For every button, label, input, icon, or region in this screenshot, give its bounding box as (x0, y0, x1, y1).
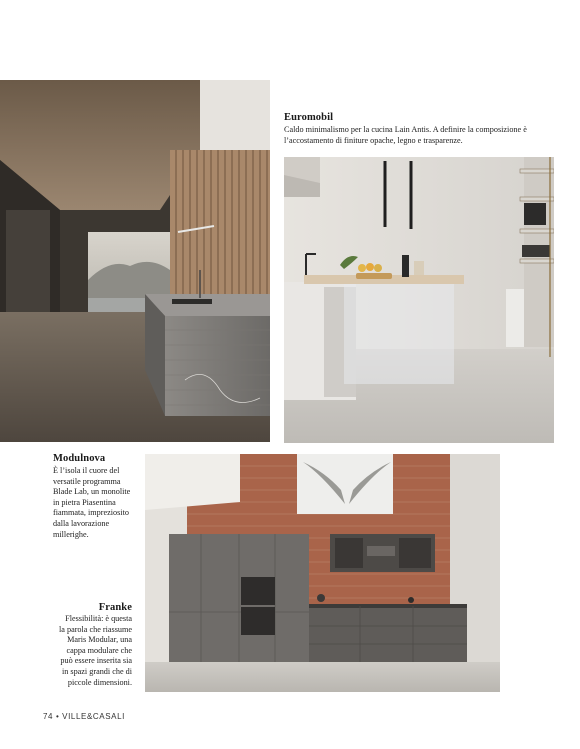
modulnova-caption-line: È l’isola il cuore del (53, 466, 120, 475)
photo-modulnova-kitchen (0, 80, 270, 442)
page-number: 74 (43, 712, 54, 721)
photo-euromobil-kitchen (284, 157, 554, 443)
modulnova-caption-line: versatile programma (53, 476, 121, 486)
franke-caption-line: può essere inserita sia (60, 656, 132, 666)
modulnova-caption (53, 466, 145, 540)
footer-separator: • (55, 712, 60, 721)
franke-caption-line: in spazi grandi che di (61, 666, 132, 676)
modulnova-brand: Modulnova (53, 453, 106, 464)
franke-brand: Franke (98, 602, 132, 613)
franke-caption (36, 614, 132, 688)
euromobil-brand: Euromobil (284, 112, 334, 123)
modulnova-caption-line: dalla lavorazione (53, 518, 110, 528)
franke-caption-line: la parola che riassume (59, 624, 132, 634)
photo-franke-kitchen (145, 454, 500, 692)
franke-caption-line: Flessibilità: è questa (65, 614, 132, 623)
modulnova-caption-line: millerighe. (53, 529, 89, 539)
franke-caption-line: piccole dimensioni. (67, 677, 132, 687)
modulnova-caption-line: fiammata, impreziosito (53, 508, 129, 518)
franke-caption-line: cappa modulare che (66, 645, 132, 655)
modulnova-caption-line: in pietra Piasentina (53, 497, 116, 507)
modulnova-caption-line: Blade Lab, un monolite (53, 487, 131, 497)
euromobil-caption: Caldo minimalismo per la cucina Lain Antis. A definire la composizione è l’accostamento di finiture opache, legno e trasparenze. (284, 125, 527, 145)
franke-caption-line: Maris Modular, una (67, 635, 132, 645)
magazine-name: VILLE&CASALI (62, 712, 125, 721)
page-footer (43, 712, 125, 721)
